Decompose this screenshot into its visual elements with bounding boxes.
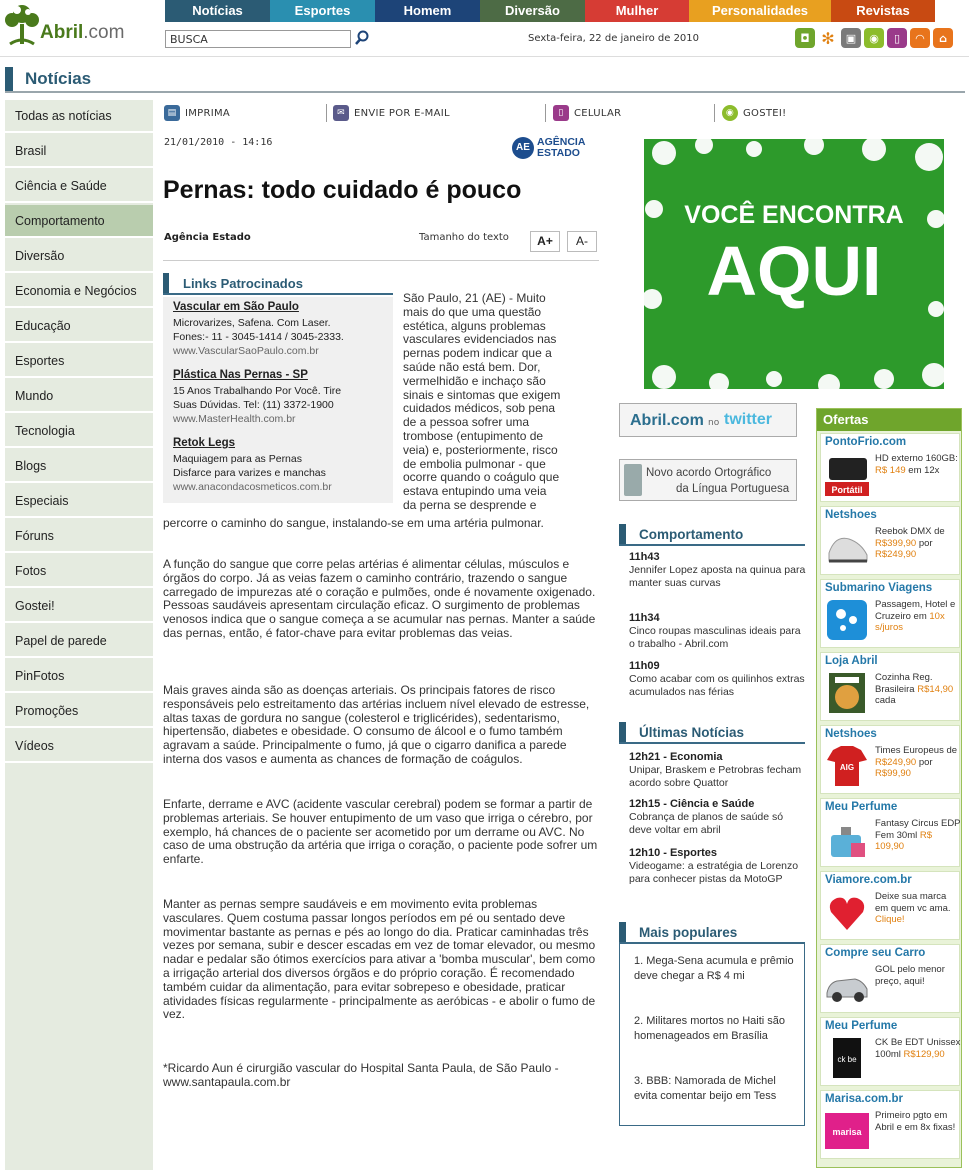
lead-line: trombose (entupimento de [403, 428, 544, 443]
offer-desc-text: Cozinha Reg. Brasileira [875, 672, 933, 695]
offer-description [875, 453, 961, 476]
offer-desc-text: Primeiro pgto em Abril e em 8x fixas! [875, 1110, 956, 1133]
sponsored-header [163, 271, 393, 295]
popular-item[interactable]: 2. Militares mortos no Haiti são homenageados em Brasília [634, 1015, 785, 1042]
offer-card[interactable] [820, 944, 960, 1013]
offer-desc-text: Fantasy Circus EDP Fem 30ml [875, 818, 961, 841]
offer-desc-text: Passagem, Hotel e Cruzeiro em [875, 599, 956, 622]
leftnav-item[interactable]: Ciência e Saúde [5, 170, 153, 203]
offer-price: R$14,90 [917, 683, 954, 695]
populares-title: Mais populares [639, 925, 738, 940]
offer-extra: por [918, 756, 933, 768]
article-headline: Pernas: todo cuidado é pouco [163, 176, 522, 204]
offer-description [875, 1110, 961, 1133]
brand-name: Abril.com [40, 22, 125, 43]
product-marisa-icon[interactable] [825, 1109, 869, 1153]
article-paragraph: Manter as pernas sempre saudáveis e em movimento evita problemas vasculares. Quem costuma passar longos períodos em pé ou sentado deve movimentar bastante as pernas e pés ao longo do dia. Praticar caminhadas três vezes por semana, subir e descer escadas em vez de tomar elevador, ou mesmo nadar e pedalar são ótimos exercícios para ativar a 'bomba muscular', bem como a irrigação arterial dos diversos órgãos e do próprio coração. É recomendado também cuidar da alimentação, para evitar sobrepeso e obesidade, praticar atividades físicas regularmente - principalmente as aeróbicas - e abolir o fumo de vez. [163, 897, 596, 1022]
box-marker [619, 524, 626, 544]
box-marker [619, 722, 626, 742]
offer-store[interactable]: Loja Abril [825, 655, 878, 667]
article-author-note: *Ricardo Aun é cirurgião vascular do Hospital Santa Paula, de São Paulo - www.santapaula.com.br [163, 1061, 559, 1089]
ortografico-line-2: da Língua Portuguesa [676, 483, 790, 495]
product-perfume-icon[interactable] [825, 817, 869, 861]
acordo-ortografico-button[interactable] [619, 459, 797, 501]
news-item[interactable] [629, 659, 807, 698]
offer-card[interactable] [820, 871, 960, 940]
topnav-tab[interactable]: Esportes [270, 0, 375, 22]
ad-title[interactable]: Retok Legs [173, 437, 235, 449]
article-byline: Agência Estado [164, 232, 251, 243]
header-divider [0, 56, 969, 57]
sponsored-body [163, 297, 393, 503]
ad-text: Microvarizes, Safena. Com Laser. [173, 317, 331, 329]
mobile-icon[interactable]: ▯ [887, 28, 907, 48]
section-title: Notícias [25, 69, 92, 88]
article-paragraph: A função do sangue que corre pelas artérias é alimentar células, músculos e órgãos do corpo. Já as veias fazem o caminho contrário, trazendo o sangue carregado de impurezas até o coração e pulmões, onde é novamente oxigenado. Pessoas saudáveis apresentam circulação eficaz. O surgimento de problemas venosos indica que o sangue começa a se acumular nas pernas. Manter a saúde das pernas, então, é fator-chave para evitar problemas das veias. [163, 557, 596, 640]
rss-icon[interactable]: ◠ [910, 28, 930, 48]
offer-price: R$ 149 [875, 464, 906, 476]
offer-price: R$399,90 [875, 537, 917, 549]
profile-card-icon[interactable]: ▣ [841, 28, 861, 48]
abril-logo[interactable] [4, 2, 154, 48]
ad-text: 15 Anos Trabalhando Por Você. Tire [173, 385, 342, 397]
news-item[interactable] [629, 797, 807, 836]
news-headline[interactable]: Jennifer Lopez aposta na quinua para manter suas curvas [629, 564, 806, 589]
printer-icon: ▤ [164, 105, 180, 121]
lead-line: cuidados médicos, sob pena [403, 401, 556, 416]
leftnav-item[interactable]: Economia e Negócios [5, 275, 153, 308]
offer-desc-text: CK Be EDT Unissex 100ml [875, 1037, 961, 1060]
ad-url[interactable]: www.MasterHealth.com.br [173, 413, 296, 425]
topnav-tab[interactable]: Mulher [585, 0, 689, 22]
offer-store[interactable]: Meu Perfume [825, 801, 898, 813]
offer-card[interactable] [820, 725, 960, 794]
font-size-label: Tamanho do texto [419, 232, 509, 243]
populares-header [619, 920, 805, 944]
ad-text: Suas Dúvidas. Tel: (11) 3372-1900 [173, 399, 334, 411]
product-hd-icon[interactable] [825, 452, 869, 496]
ad-url[interactable]: www.VascularSaoPaulo.com.br [173, 345, 319, 357]
lead-line: pernas podem indicar que a [403, 346, 552, 361]
twitter-logo-text: twitter [724, 411, 772, 428]
news-headline[interactable]: Cinco roupas masculinas ideais para o trabalho - Abril.com [629, 625, 801, 650]
offer-description [875, 964, 961, 987]
comportamento-title: Comportamento [639, 527, 744, 542]
lead-line: ocorre quando o coágulo que [403, 470, 560, 485]
offer-store[interactable]: Meu Perfume [825, 1020, 898, 1032]
print-label: IMPRIMA [185, 107, 231, 119]
mobile-button[interactable] [553, 102, 621, 124]
svg-text:Portátil: Portátil [831, 485, 863, 495]
lead-line: da perna se desprende e [403, 497, 537, 512]
ad-title[interactable]: Vascular em São Paulo [173, 301, 299, 313]
agencia-estado-logo [512, 136, 592, 162]
sponsored-ad[interactable] [173, 369, 393, 426]
offer-price: R$ 109,90 [875, 829, 933, 852]
top-navigation [165, 0, 969, 22]
ultimas-title: Últimas Notícias [639, 725, 745, 740]
left-navigation [5, 100, 153, 1170]
article-paragraph: Enfarte, derrame e AVC (acidente vascular cerebral) podem se formar a partir de problemas arteriais. Se houver entupimento de um vaso que irriga o cérebro, por exemplo, há chances de o paciente ser acometido por um derrame ou AVC. No caso de uma obstrução da artéria que irriga o coração, o paciente pode sofrer um enfarte. [163, 797, 598, 867]
thumbs-up-icon: ◉ [722, 105, 738, 121]
leftnav-item[interactable]: Tecnologia [5, 415, 153, 448]
offer-card[interactable] [820, 433, 960, 502]
lead-line: estava entupindo uma veia [403, 484, 547, 499]
sponsored-ad[interactable] [173, 437, 393, 494]
leftnav-item[interactable]: Fotos [5, 555, 153, 588]
news-item[interactable] [629, 846, 807, 885]
lead-line: São Paulo, 21 (AE) - Muito [403, 291, 546, 305]
offer-price-2: R$249,90 [875, 549, 917, 560]
leftnav-item[interactable]: Diversão [5, 240, 153, 273]
sponsored-marker [163, 273, 169, 293]
news-time: 12h15 - Ciência e Saúde [629, 798, 755, 810]
envelope-icon: ✉ [333, 105, 349, 121]
book-icon [624, 464, 642, 496]
popular-item[interactable]: 1. Mega-Sena acumula e prêmio deve chegar a R$ 4 mi [634, 955, 794, 982]
byline-divider [163, 260, 599, 261]
topnav-tab[interactable]: Personalidades [689, 0, 831, 22]
offer-price: R$249,90 [875, 756, 917, 768]
offer-description [875, 1037, 961, 1060]
article-paragraph: percorre o caminho do sangue, instalando-se em uma artéria pulmonar. [163, 516, 544, 530]
leftnav-item[interactable]: Vídeos [5, 730, 153, 763]
search-icon[interactable] [354, 29, 370, 47]
offer-store[interactable]: Submarino Viagens [825, 582, 933, 594]
offer-price: R$129,90 [903, 1048, 945, 1060]
like-button[interactable] [722, 102, 786, 124]
topnav-tab[interactable]: Diversão [480, 0, 585, 22]
sponsored-links [163, 271, 393, 503]
leftnav-item[interactable]: Mundo [5, 380, 153, 413]
print-button[interactable] [164, 102, 230, 124]
svg-text:AIG: AIG [839, 763, 855, 772]
leftnav-item[interactable]: Papel de parede [5, 625, 153, 658]
banner-line-2: AQUI [706, 232, 882, 310]
box-marker [619, 922, 626, 942]
offer-store[interactable]: PontoFrio.com [825, 436, 907, 448]
leftnav-item[interactable]: Brasil [5, 135, 153, 168]
offer-description [875, 891, 961, 926]
topnav-tab[interactable]: Notícias [165, 0, 270, 22]
lead-line: vasculares evidenciados nas [403, 332, 557, 347]
leftnav-item[interactable]: Comportamento [5, 205, 153, 238]
twitter-no: no [708, 418, 720, 428]
sponsored-title: Links Patrocinados [183, 276, 303, 291]
sponsored-ad[interactable] [173, 301, 393, 358]
leftnav-item[interactable]: Educação [5, 310, 153, 343]
offer-card[interactable] [820, 579, 960, 648]
lead-line: de a pessoa sofrer uma [403, 415, 530, 430]
offer-store[interactable]: Marisa.com.br [825, 1093, 903, 1105]
header-icon-bar [795, 28, 953, 48]
news-headline[interactable]: Unipar, Braskem e Petrobras fecham acordo sobre Quattor [629, 764, 802, 789]
toolbar-separator [545, 104, 546, 122]
news-time: 11h43 [629, 551, 660, 563]
offer-card[interactable] [820, 1090, 960, 1159]
lead-line: sinais e sintomas que exigem [403, 387, 561, 402]
chat-icon[interactable]: ◘ [795, 28, 815, 48]
offer-card[interactable] [820, 506, 960, 575]
article-paragraph: Mais graves ainda são as doenças arteriais. Os principais fatores de risco responsáveis pelo estreitamento das artérias incluem nível elevado de estresse, altas taxas de gordura no sangue (colesterol e triglicérides), sedentarismo, hipertensão, diabetes e obesidade. O consumo de álcool e o fumo também agravam a saúde. Principalmente o fumo, já que o cigarro danifica a parede interna dos vasos e aumenta as chances de formação de coágulos. [163, 683, 590, 766]
offer-store[interactable]: Netshoes [825, 509, 877, 521]
ultimas-header [619, 720, 805, 744]
leftnav-item[interactable]: Fóruns [5, 520, 153, 553]
article-lead [403, 292, 599, 513]
product-ck-icon[interactable] [825, 1036, 869, 1080]
lead-line: veia) e, posteriormente, risco [403, 442, 558, 457]
news-time: 11h09 [629, 660, 660, 672]
offer-desc-text: HD externo 160GB: [875, 453, 958, 464]
news-time: 11h34 [629, 612, 660, 624]
ortografico-line-1: Novo acordo Ortográfico [646, 467, 772, 479]
leftnav-item[interactable]: Todas as notícias [5, 100, 153, 133]
offer-description [875, 526, 961, 561]
lead-line: de embolia pulmonar - que [403, 456, 546, 471]
article-datetime: 21/01/2010 - 14:16 [164, 137, 273, 148]
ad-text: Disfarce para varizes e manchas [173, 467, 326, 479]
svg-text:ck be: ck be [837, 1055, 857, 1064]
offer-price: 10x s/juros [875, 610, 945, 633]
current-date: Sexta-feira, 22 de janeiro de 2010 [528, 33, 700, 44]
twitter-brand: Abril.com [630, 412, 704, 429]
popular-item[interactable]: 3. BBB: Namorada de Michel evita comentar beijo em Tess [634, 1075, 777, 1102]
search-input[interactable] [165, 30, 351, 48]
news-headline[interactable]: Cobrança de planos de saúde só deve voltar em abril [629, 811, 784, 836]
leftnav-item[interactable]: Esportes [5, 345, 153, 378]
lead-line: estética, alguns problemas [403, 318, 546, 333]
offer-desc-text: Reebok DMX de [875, 526, 945, 537]
offer-price: Clique! [875, 914, 905, 925]
ad-text: Maquiagem para as Pernas [173, 453, 302, 465]
offer-store[interactable]: Viamore.com.br [825, 874, 912, 886]
news-item[interactable] [629, 550, 807, 589]
news-time: 12h10 - Esportes [629, 847, 718, 859]
news-time: 12h21 - Economia [629, 751, 723, 763]
lead-line: vermelhidão e inchaço são [403, 373, 546, 388]
ae-name: AGÊNCIA ESTADO [537, 136, 586, 159]
product-travel-icon[interactable] [825, 598, 869, 642]
toolbar-separator [714, 104, 715, 122]
offer-desc-text: GOL pelo menor preço, aqui! [875, 964, 945, 987]
comportamento-header [619, 522, 805, 546]
topnav-tab[interactable]: Homem [375, 0, 480, 22]
offer-store[interactable]: Compre seu Carro [825, 947, 926, 959]
offer-description [875, 672, 961, 707]
leftnav-item[interactable]: Blogs [5, 450, 153, 483]
offer-desc-text: Times Europeus de [875, 745, 958, 756]
ae-initials: AE [512, 137, 534, 159]
product-heart-icon[interactable] [825, 890, 869, 934]
leftnav-item[interactable]: Promoções [5, 695, 153, 728]
offers-title: Ofertas [817, 409, 961, 431]
product-car-icon[interactable] [825, 963, 869, 1007]
offer-desc-text: Deixe sua marca em quem vc ama. [875, 891, 951, 914]
lead-line: saúde não está bem. Dor, [403, 359, 541, 374]
offer-card[interactable] [820, 1017, 960, 1086]
email-button[interactable] [333, 102, 450, 124]
offer-store[interactable]: Netshoes [825, 728, 877, 740]
increase-font-button[interactable]: A+ [530, 231, 560, 252]
offer-card[interactable] [820, 798, 960, 867]
offer-extra: em 12x [908, 464, 940, 476]
offer-description [875, 818, 961, 853]
email-label: ENVIE POR E-MAIL [354, 107, 450, 119]
home-icon[interactable]: ⌂ [933, 28, 953, 48]
lead-line: mais do que uma questão [403, 304, 542, 319]
offer-extra: cada [875, 695, 896, 706]
offer-description [875, 599, 961, 634]
section-marker [5, 67, 13, 91]
leftnav-item[interactable]: Especiais [5, 485, 153, 518]
twitter-button[interactable] [619, 403, 797, 437]
offer-card[interactable] [820, 652, 960, 721]
ad-text: Fones:- 11 - 3045-1414 / 3045-2333. [173, 331, 344, 343]
ad-banner[interactable] [644, 139, 944, 389]
like-icon[interactable]: ◉ [864, 28, 884, 48]
news-item[interactable] [629, 750, 807, 789]
offer-price-2: R$99,90 [875, 768, 911, 779]
ad-url[interactable]: www.anacondacosmeticos.com.br [173, 481, 332, 493]
leftnav-item[interactable]: PinFotos [5, 660, 153, 693]
leftnav-item[interactable]: Gostei! [5, 590, 153, 623]
tree-logo-icon [4, 2, 40, 46]
phone-icon: ▯ [553, 105, 569, 121]
banner-line-1: VOCÊ ENCONTRA [684, 201, 904, 229]
product-shoe-icon[interactable] [825, 525, 869, 569]
like-label: GOSTEI! [743, 107, 787, 119]
news-item[interactable] [629, 611, 807, 650]
ad-title[interactable]: Plástica Nas Pernas - SP [173, 369, 308, 381]
pinwheel-icon[interactable]: ✻ [818, 28, 838, 48]
decrease-font-button[interactable]: A- [567, 231, 597, 252]
news-headline[interactable]: Videogame: a estratégia de Lorenzo para conhecer pistas da MotoGP [629, 860, 799, 885]
svg-text:marisa: marisa [832, 1127, 862, 1137]
article-toolbar [162, 102, 787, 124]
toolbar-separator [326, 104, 327, 122]
mobile-label: CELULAR [574, 107, 622, 119]
topnav-tab[interactable]: Revistas [831, 0, 935, 22]
product-food-icon[interactable] [825, 671, 869, 715]
product-shirt-icon[interactable] [825, 744, 869, 788]
news-headline[interactable]: Como acabar com os quilinhos extras acumulados nas férias [629, 673, 805, 698]
offer-description [875, 745, 961, 780]
offer-extra: por [918, 537, 933, 549]
section-header [5, 65, 965, 93]
